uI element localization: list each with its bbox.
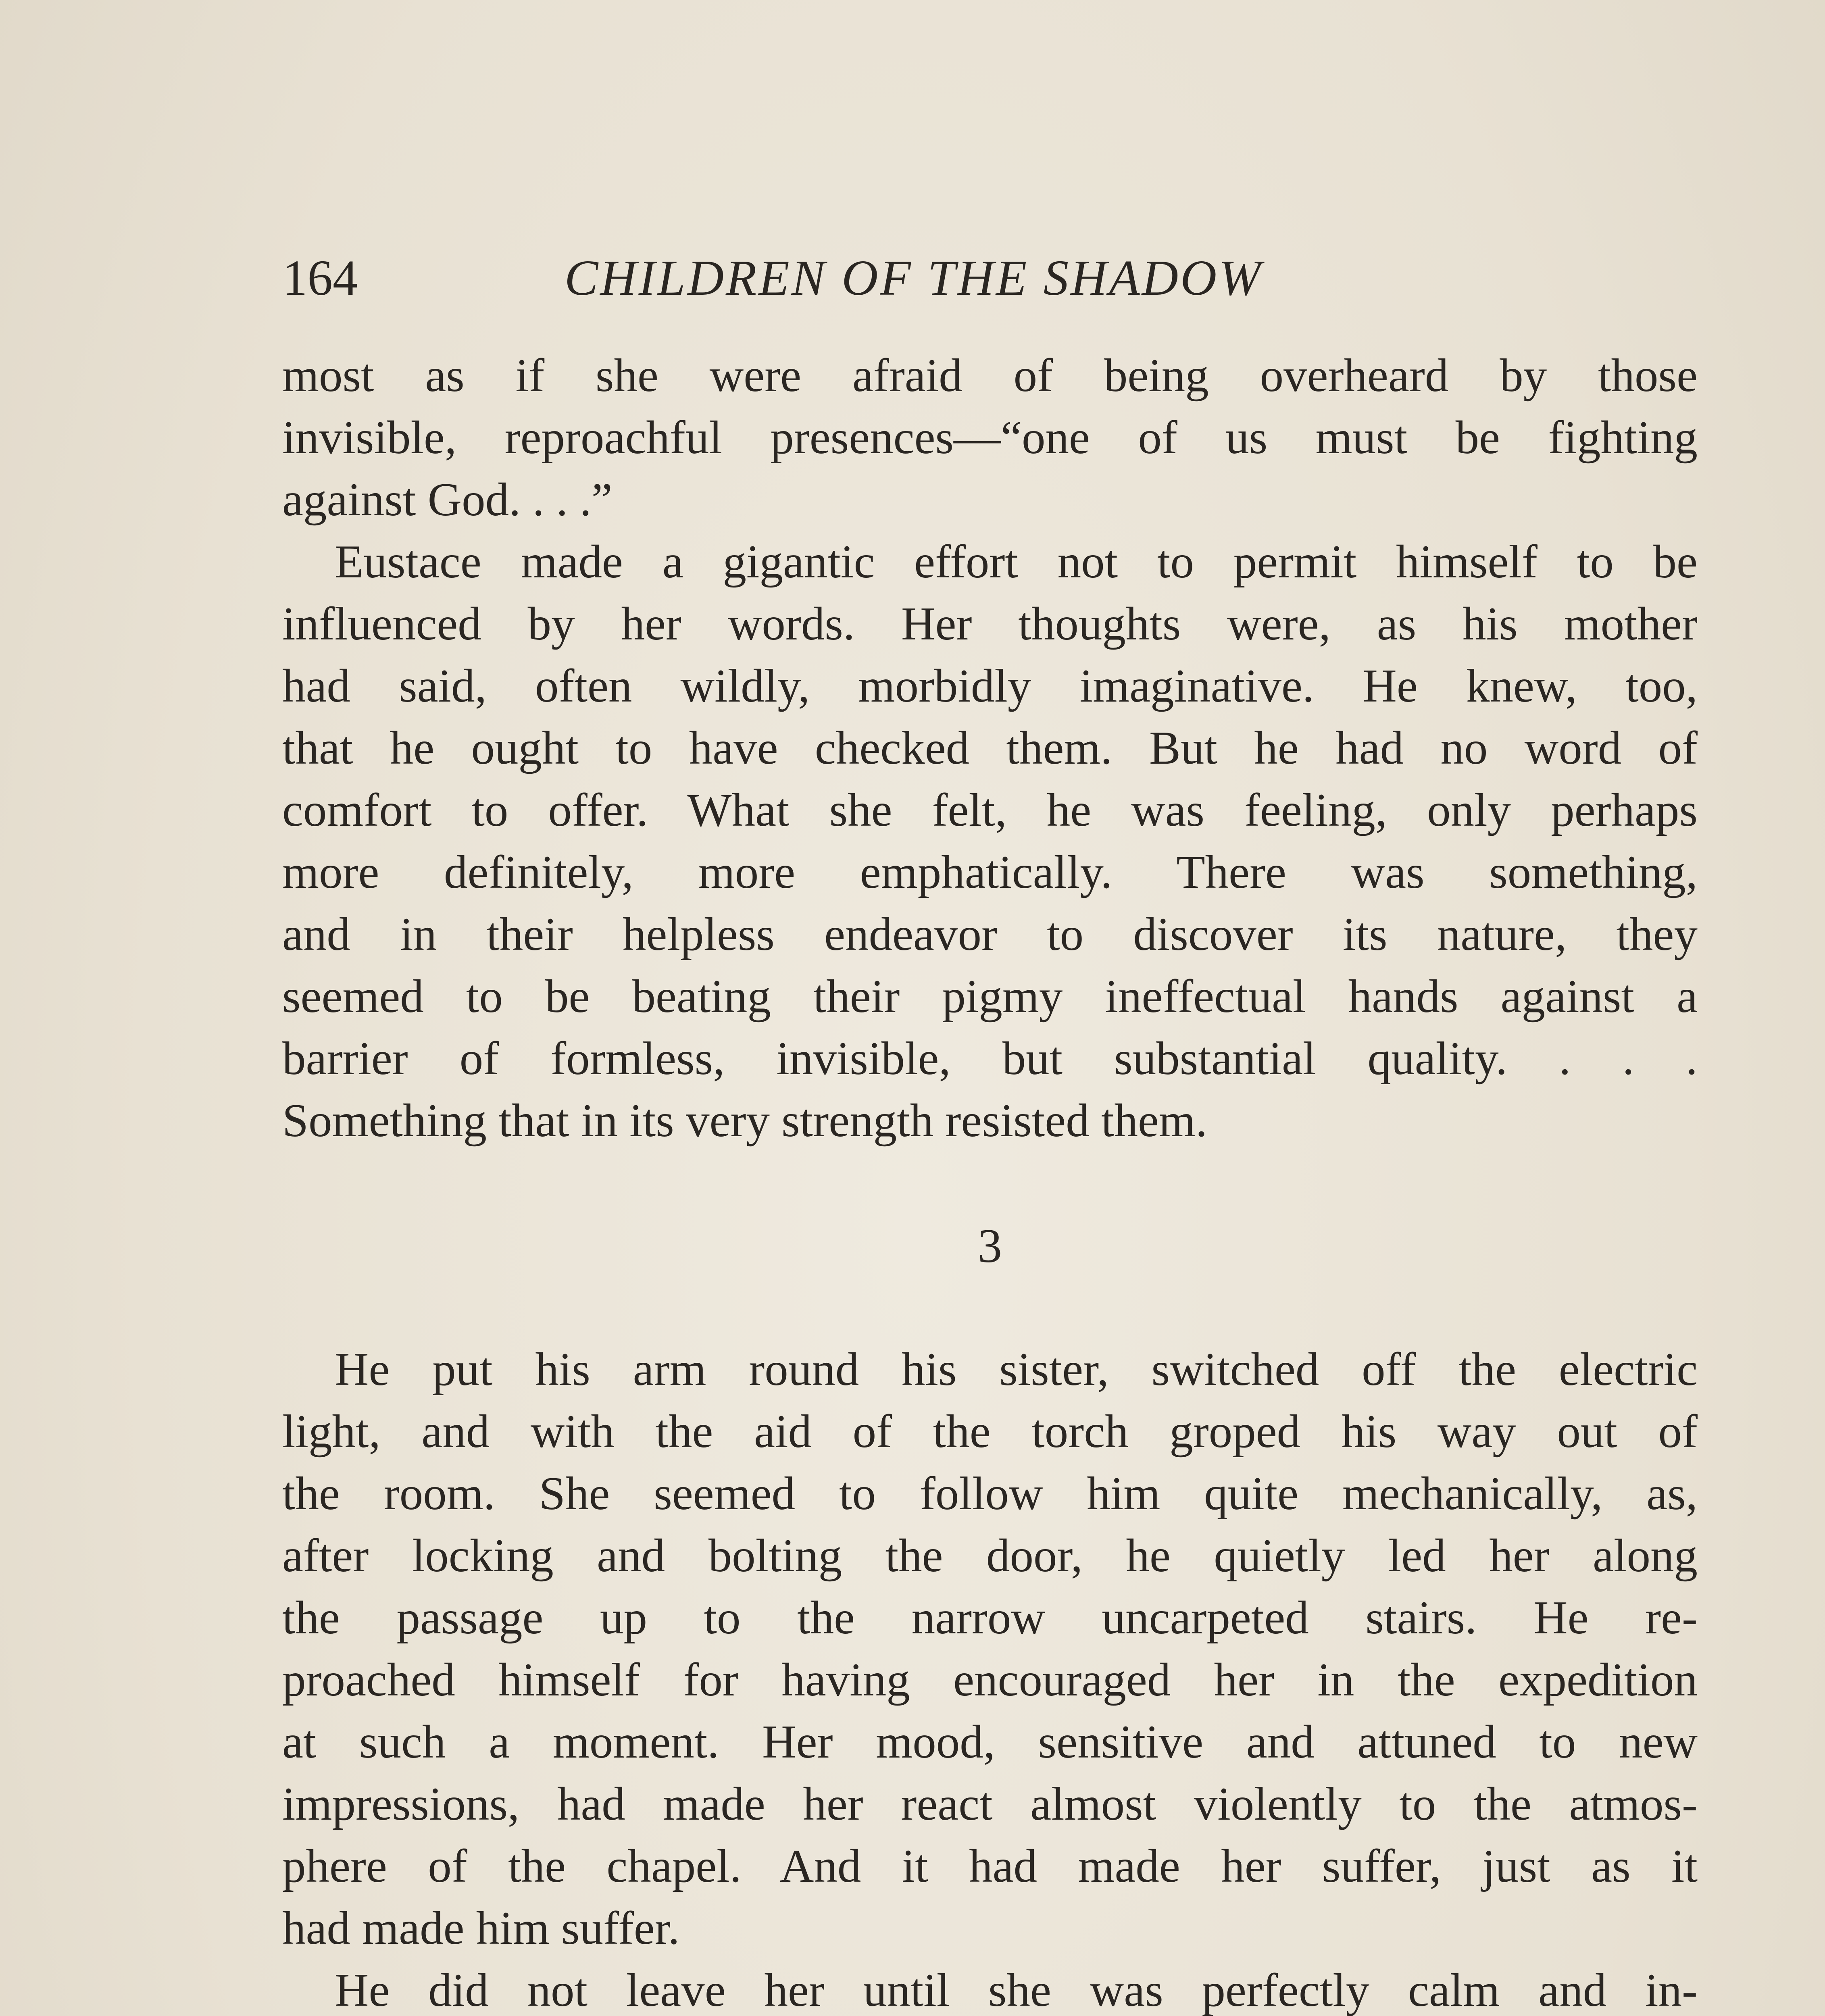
text-line: against God. . . .” xyxy=(282,474,612,526)
text-line: that he ought to have checked them. But he had no word of xyxy=(282,722,1698,774)
text-line: seemed to be beating their pigmy ineffectual hands against a xyxy=(282,971,1698,1023)
section-number: 3 xyxy=(978,1219,1002,1272)
text-line: influenced by her words. Her thoughts were, as his mother xyxy=(282,598,1698,650)
page-number: 164 xyxy=(282,250,358,306)
text-line: had made him suffer. xyxy=(282,1902,680,1954)
text-line: comfort to offer. What she felt, he was feeling, only perhaps xyxy=(282,784,1698,836)
text-line: Eustace made a gigantic effort not to permit himself to be xyxy=(335,536,1698,588)
text-line: barrier of formless, invisible, but substantial quality. . . . xyxy=(282,1033,1698,1085)
text-line: had said, often wildly, morbidly imaginative. He knew, too, xyxy=(282,660,1698,712)
text-line: Something that in its very strength resisted them. xyxy=(282,1095,1208,1147)
text-block-1 xyxy=(282,345,1698,1152)
text-line: impressions, had made her react almost violently to the atmos- xyxy=(282,1778,1698,1830)
text-line: the room. She seemed to follow him quite mechanically, as, xyxy=(282,1468,1698,1520)
text-line: light, and with the aid of the torch groped his way out of xyxy=(282,1406,1698,1458)
text-line: most as if she were afraid of being overheard by those xyxy=(282,350,1698,402)
text-line: He did not leave her until she was perfectly calm and in- xyxy=(335,1964,1698,2016)
text-line: the passage up to the narrow uncarpeted stairs. He re- xyxy=(282,1592,1698,1644)
text-line: after locking and bolting the door, he quietly led her along xyxy=(282,1530,1698,1582)
text-block-2 xyxy=(282,1339,1698,2016)
text-line: and in their helpless endeavor to discover its nature, they xyxy=(282,908,1698,960)
text-line: more definitely, more emphatically. There was something, xyxy=(282,846,1698,898)
page-header xyxy=(282,246,1698,310)
text-line: proached himself for having encouraged her in the expedition xyxy=(282,1654,1698,1706)
text-line: at such a moment. Her mood, sensitive and attuned to new xyxy=(282,1716,1698,1768)
text-line: invisible, reproachful presences—“one of us must be fighting xyxy=(282,412,1698,464)
running-title: CHILDREN OF THE SHADOW xyxy=(565,250,1263,306)
text-line: He put his arm round his sister, switched off the electric xyxy=(335,1343,1698,1395)
text-line: phere of the chapel. And it had made her suffer, just as it xyxy=(282,1840,1698,1892)
